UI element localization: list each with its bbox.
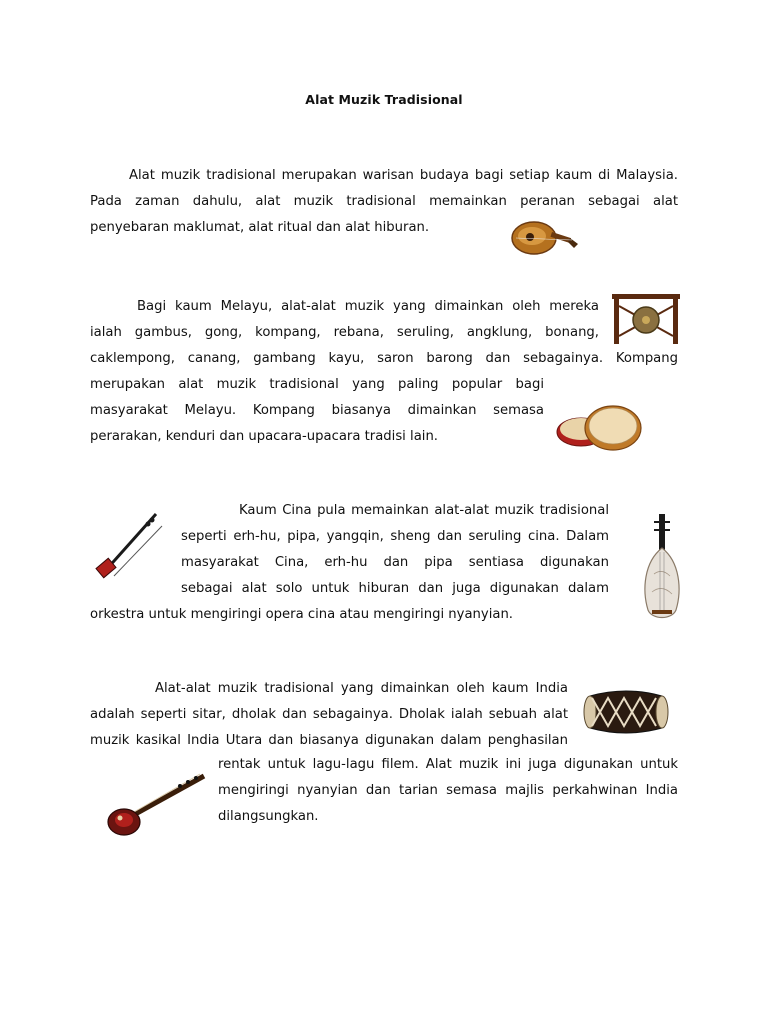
para1-line-1: Alat muzik tradisional merupakan warisan budaya bagi setiap kaum di Malaysia. [129, 168, 678, 183]
para4-line-1: Alat-alat muzik tradisional yang dimainkan oleh kaum India [155, 681, 568, 696]
para2-line-3: caklempong, canang, gambang kayu, saron barong dan sebagainya. Kompang [90, 351, 678, 366]
pipa-image [640, 512, 684, 624]
para3-line-5: orkestra untuk mengiringi opera cina atau mengiringi nyanyian. [90, 607, 514, 622]
page-title: Alat Muzik Tradisional [305, 92, 463, 107]
para4-line-3: muzik kasikal India Utara dan biasanya digunakan dalam penghasilan [90, 733, 568, 748]
para3-line-1: Kaum Cina pula memainkan alat-alat muzik tradisional [239, 503, 609, 518]
dholak-image [580, 682, 672, 746]
gong-image [610, 292, 682, 346]
gambus-image [508, 210, 580, 258]
para2-line-4: merupakan alat muzik tradisional yang paling popular bagi [90, 377, 544, 392]
para3-line-4: sebagai alat solo untuk hiburan dan juga digunakan dalam [181, 581, 609, 596]
para3-line-2: seperti erh-hu, pipa, yangqin, sheng dan seruling cina. Dalam [181, 529, 609, 544]
sitar-image [104, 768, 208, 840]
para3-line-3: masyarakat Cina, erh-hu dan pipa sentiasa digunakan [181, 555, 609, 570]
para4-line-6: dilangsungkan. [218, 809, 319, 824]
para4-line-4: rentak untuk lagu-lagu filem. Alat muzik ini juga digunakan untuk [218, 757, 678, 772]
para2-line-2: ialah gambus, gong, kompang, rebana, seruling, angklung, bonang, [90, 325, 599, 340]
para4-line-5: mengiringi nyanyian dan tarian semasa majlis perkahwinan India [218, 783, 678, 798]
para2-line-5: masyarakat Melayu. Kompang biasanya dimainkan semasa [90, 403, 544, 418]
para2-line-6: perarakan, kenduri dan upacara-upacara tradisi lain. [90, 429, 438, 444]
erhu-image [94, 508, 166, 580]
kompang-image [555, 402, 645, 454]
para2-line-1: Bagi kaum Melayu, alat-alat muzik yang dimainkan oleh mereka [137, 299, 599, 314]
para1-line-3: penyebaran maklumat, alat ritual dan alat hiburan. [90, 220, 430, 235]
para1-line-2: Pada zaman dahulu, alat muzik tradisional memainkan peranan sebagai alat [90, 194, 678, 209]
para4-line-2: adalah seperti sitar, dholak dan sebagainya. Dholak ialah sebuah alat [90, 707, 568, 722]
